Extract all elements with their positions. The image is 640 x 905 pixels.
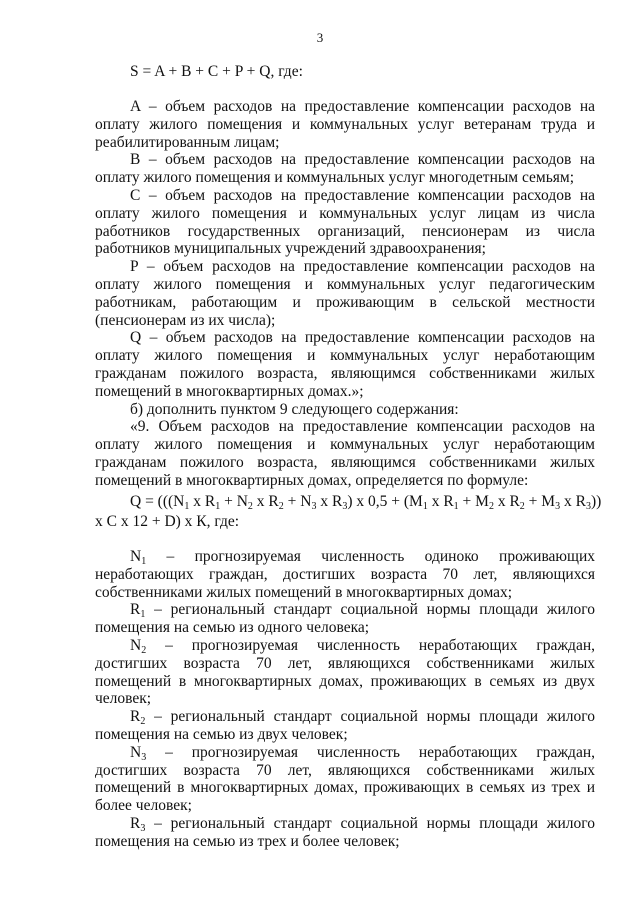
definition-n2: $N_2$ – прогнозируемая численность неработающих граждан, достигших возраста 70 лет, являющихся собственниками жилых помещений в многоквартирных домах, проживающих в семьях из двух человек; (95, 636, 595, 708)
definition-r1: $R_1$ – региональный стандарт социальной нормы площади жилого помещения на семью из одного человека; (95, 601, 596, 637)
item-9: «9. Объем расходов на предоставление компенсации расходов на оплату жилого помещения и коммунальных услуг неработающим гражданам пожилого возраста, являющимся собственниками жилых помещений в многоквартирных домах, определяется по формуле: (95, 418, 595, 489)
definition-n3: $N_3$ – прогнозируемая численность неработающих граждан, достигших возраста 70 лет, являющихся собственниками жилых помещений в многоквартирных домах, проживающих в семьях из трех и более человек; (95, 743, 595, 815)
definition-p: P – объем расходов на предоставление компенсации расходов на оплату жилого помещения и коммунальных услуг педагогическим работникам, работающим и проживающим в сельской местности (пенсионерам из их числа); (95, 258, 595, 329)
definition-c: C – объем расходов на предоставление компенсации расходов на оплату жилого помещения и коммунальных услуг лицам из числа работников государственных организаций, пенсионерам из числа работников муниципальных учреждений здравоохранения; (95, 186, 595, 258)
formula-s: S = A + B + C + P + Q, где: (130, 63, 303, 80)
definition-a: A – объем расходов на предоставление компенсации расходов на оплату жилого помещения и коммунальных услуг ветеранам труда и реабилитированным лицам; (95, 98, 595, 151)
formula-q-line1: $Q = (((N_1$ x $R_1 + N_2$ x $R_2 + N_3$ x $R_3$) x $0,5 + (M_1$ x $R_1 + M_2$ x $R_2 + M_3$ x $R_3$)) (130, 493, 602, 512)
definitions-bottom (95, 548, 595, 851)
definition-b: B – объем расходов на предоставление компенсации расходов на оплату жилого помещения и коммунальных услуг многодетным семьям; (95, 151, 595, 187)
definition-n1: $N_1$ – прогнозируемая численность одиноко проживающих неработающих граждан, достигших возраста 70 лет, являющихся собственниками жилых помещений в многоквартирных домах; (95, 548, 595, 601)
definition-r3: $R_3$ – региональный стандарт социальной нормы площади жилого помещения на семью из трех и более человек; (95, 814, 596, 850)
amendment-b: б) дополнить пунктом 9 следующего содержания: (130, 400, 459, 418)
definition-r2: $R_2$ – региональный стандарт социальной нормы площади жилого помещения на семью из двух человек; (95, 708, 596, 743)
definition-q: Q – объем расходов на предоставление компенсации расходов на оплату жилого помещения и коммунальных услуг неработающим гражданам пожилого возраста, являющимся собственниками жилых помещений в многоквартирных домах.»; (95, 329, 595, 400)
formula-q-line2: x C x 12 + D) x К, где: (95, 513, 240, 530)
page-number: 3 (316, 30, 324, 45)
definitions-top (95, 98, 595, 490)
